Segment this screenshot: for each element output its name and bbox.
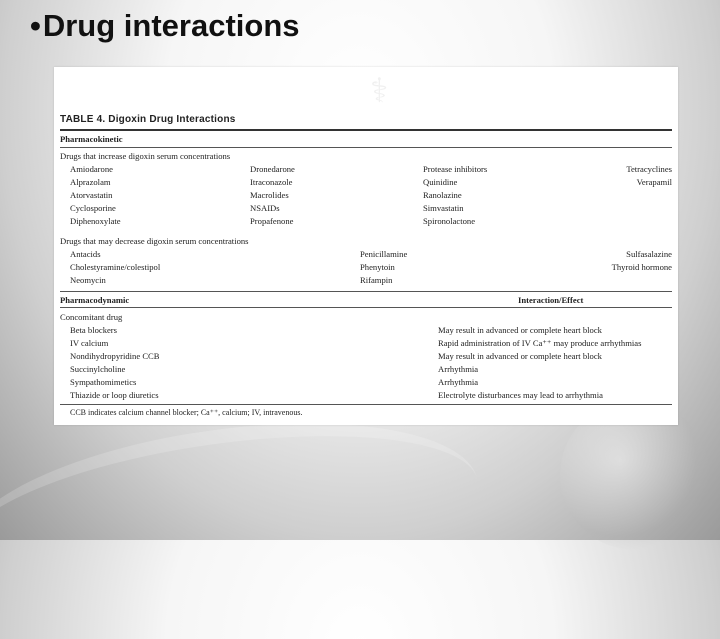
pd-drug: Sympathomimetics <box>70 377 137 387</box>
decrease-drug: Thyroid hormone <box>611 262 672 272</box>
table-bottom-rule <box>60 404 672 405</box>
decrease-drug: Antacids <box>70 249 101 259</box>
table-footnote: CCB indicates calcium channel blocker; Ca⁺⁺, calcium; IV, intravenous. <box>70 408 303 417</box>
increase-drug: Simvastatin <box>423 203 464 213</box>
increase-drug: Quinidine <box>423 177 458 187</box>
decrease-drug: Rifampin <box>360 275 393 285</box>
pd-drug: Succinylcholine <box>70 364 126 374</box>
increase-drug: Propafenone <box>250 216 294 226</box>
pd-effect: Arrhythmia <box>438 377 479 387</box>
slide-title <box>30 8 300 44</box>
increase-drug: Cyclosporine <box>70 203 116 213</box>
concomitant-drug-label: Concomitant drug <box>60 312 123 322</box>
pd-effect: Electrolyte disturbances may lead to arrhythmia <box>438 390 603 400</box>
increase-drug: Verapamil <box>636 177 672 187</box>
digoxin-interactions-table <box>54 67 678 425</box>
decrease-drug: Phenytoin <box>360 262 395 272</box>
increase-drug: Spironolactone <box>423 216 476 226</box>
pd-rule <box>60 307 672 308</box>
slide-title-text: Drug interactions <box>42 8 300 43</box>
pd-effect: Rapid administration of IV Ca⁺⁺ may produce arrhythmias <box>438 338 642 348</box>
increase-drug: Diphenoxylate <box>70 216 121 226</box>
pd-drug: Nondihydropyridine CCB <box>70 351 160 361</box>
increase-drug: Amiodarone <box>70 164 113 174</box>
increase-drug: Alprazolam <box>70 177 111 187</box>
increase-drug: NSAIDs <box>250 203 280 213</box>
background-swoosh-decoration <box>0 395 490 639</box>
pd-effect: May result in advanced or complete heart block <box>438 351 602 361</box>
increase-drug: Protease inhibitors <box>423 164 488 174</box>
watermark-symbol: ⚕ <box>370 71 389 111</box>
increase-drug: Dronedarone <box>250 164 295 174</box>
increase-drug: Atorvastatin <box>70 190 113 200</box>
pharmacokinetic-heading: Pharmacokinetic <box>60 134 123 144</box>
pd-effect: Arrhythmia <box>438 364 479 374</box>
pd-drug: Beta blockers <box>70 325 118 335</box>
title-bullet: • <box>30 8 41 43</box>
increase-drug: Macrolides <box>250 190 289 200</box>
pd-drug: IV calcium <box>70 338 109 348</box>
table-top-rule <box>60 129 672 131</box>
table-title: TABLE 4. Digoxin Drug Interactions <box>60 114 236 125</box>
increase-heading: Drugs that increase digoxin serum concentrations <box>60 151 231 161</box>
pk-rule <box>60 147 672 148</box>
pharmacodynamic-heading: Pharmacodynamic <box>60 295 130 305</box>
pd-top-rule <box>60 291 672 292</box>
increase-drug: Ranolazine <box>423 190 462 200</box>
pd-drug: Thiazide or loop diuretics <box>70 390 159 400</box>
decrease-drug: Cholestyramine/colestipol <box>70 262 161 272</box>
pd-effect: May result in advanced or complete heart block <box>438 325 602 335</box>
increase-drug: Itraconazole <box>250 177 293 187</box>
decrease-drug: Sulfasalazine <box>626 249 672 259</box>
decrease-heading: Drugs that may decrease digoxin serum concentrations <box>60 236 249 246</box>
increase-drug: Tetracyclines <box>626 164 672 174</box>
decrease-drug: Neomycin <box>70 275 106 285</box>
interaction-effect-heading: Interaction/Effect <box>518 295 584 305</box>
decrease-drug: Penicillamine <box>360 249 408 259</box>
